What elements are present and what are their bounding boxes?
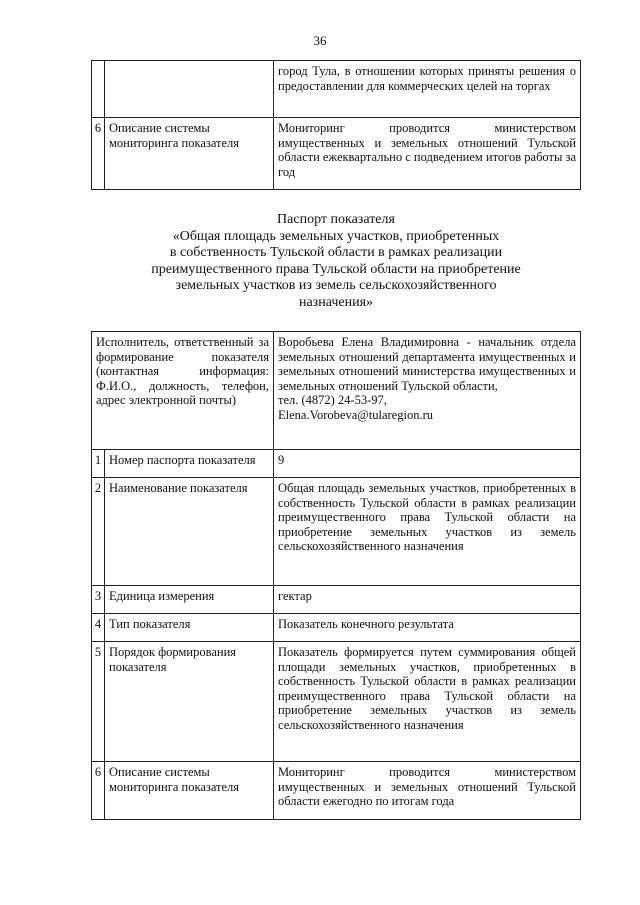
- row-number: 2: [92, 478, 105, 586]
- row-value: Мониторинг проводится министерством имущественных и земельных отношений Тульской области ежеквартально с подведением итогов работы за год: [274, 118, 581, 190]
- row-value: город Тула, в отношении которых приняты решения о предоставлении для коммерческих целей на торгах: [274, 61, 581, 118]
- row-label: Единица измерения: [105, 586, 274, 614]
- passport-table: [91, 331, 581, 820]
- executor-label: Исполнитель, ответственный за формирование показателя (контактная информация: Ф.И.О., должность, телефон, адрес электронной почты): [92, 332, 274, 450]
- row-value: Показатель конечного результата: [274, 614, 581, 642]
- row-number: [92, 61, 105, 118]
- top-table: [91, 60, 581, 190]
- table-row: [92, 762, 581, 820]
- row-number: 4: [92, 614, 105, 642]
- passport-title-line: в собственность Тульской области в рамках реализации: [169, 245, 503, 260]
- row-label: Описание системы мониторинга показателя: [105, 118, 274, 190]
- executor-text: Воробьева Елена Владимировна - начальник отдела земельных отношений департамента имущественных и земельных отношений министерства имущественных и земельных отношений Тульской области,: [278, 335, 576, 393]
- executor-value: [274, 332, 581, 450]
- page-number: 36: [313, 33, 327, 48]
- row-number: 1: [92, 450, 105, 478]
- executor-row: [92, 332, 581, 450]
- table-row: [92, 614, 581, 642]
- row-number: 3: [92, 586, 105, 614]
- row-value: 9: [274, 450, 581, 478]
- row-label: Номер паспорта показателя: [105, 450, 274, 478]
- row-number: 6: [92, 762, 105, 820]
- row-value: гектар: [274, 586, 581, 614]
- passport-title-line: земельных участков из земель сельскохозяйственного: [175, 278, 497, 293]
- table-row: [92, 118, 581, 190]
- passport-title-line: преимущественного права Тульской области на приобретение: [151, 261, 521, 277]
- row-number: 6: [92, 118, 105, 190]
- table-row: [92, 586, 581, 614]
- row-number: 5: [92, 642, 105, 762]
- row-value: Мониторинг проводится министерством имущественных и земельных отношений Тульской области ежегодно по итогам года: [274, 762, 581, 820]
- passport-title-line: «Общая площадь земельных участков, приобретенных: [172, 228, 500, 244]
- passport-title-line: Паспорт показателя: [277, 212, 395, 227]
- row-label: Порядок формирования показателя: [105, 642, 274, 762]
- executor-phone: тел. (4872) 24-53-97,: [278, 393, 387, 407]
- executor-email: Elena.Vorobeva@tularegion.ru: [278, 407, 433, 422]
- row-label: Описание системы мониторинга показателя: [105, 762, 274, 820]
- row-label: [105, 61, 274, 118]
- table-row: [92, 61, 581, 118]
- table-row: [92, 642, 581, 762]
- row-value: Показатель формируется путем суммирования общей площади земельных участков, приобретенных в собственность Тульской области в рамках реализации преимущественного права Тульской области на приобретение земельных участков из земель сельскохозяйственного назначения: [274, 642, 581, 762]
- passport-title-line: назначения»: [298, 294, 374, 310]
- row-label: Тип показателя: [105, 614, 274, 642]
- table-row: [92, 450, 581, 478]
- passport-title: [91, 212, 581, 311]
- row-label: Наименование показателя: [105, 478, 274, 586]
- table-row: [92, 478, 581, 586]
- row-value: Общая площадь земельных участков, приобретенных в собственность Тульской области в рамках реализации преимущественного права Тульской области на приобретение земельных участков из земель сельскохозяйственного назначения: [274, 478, 581, 586]
